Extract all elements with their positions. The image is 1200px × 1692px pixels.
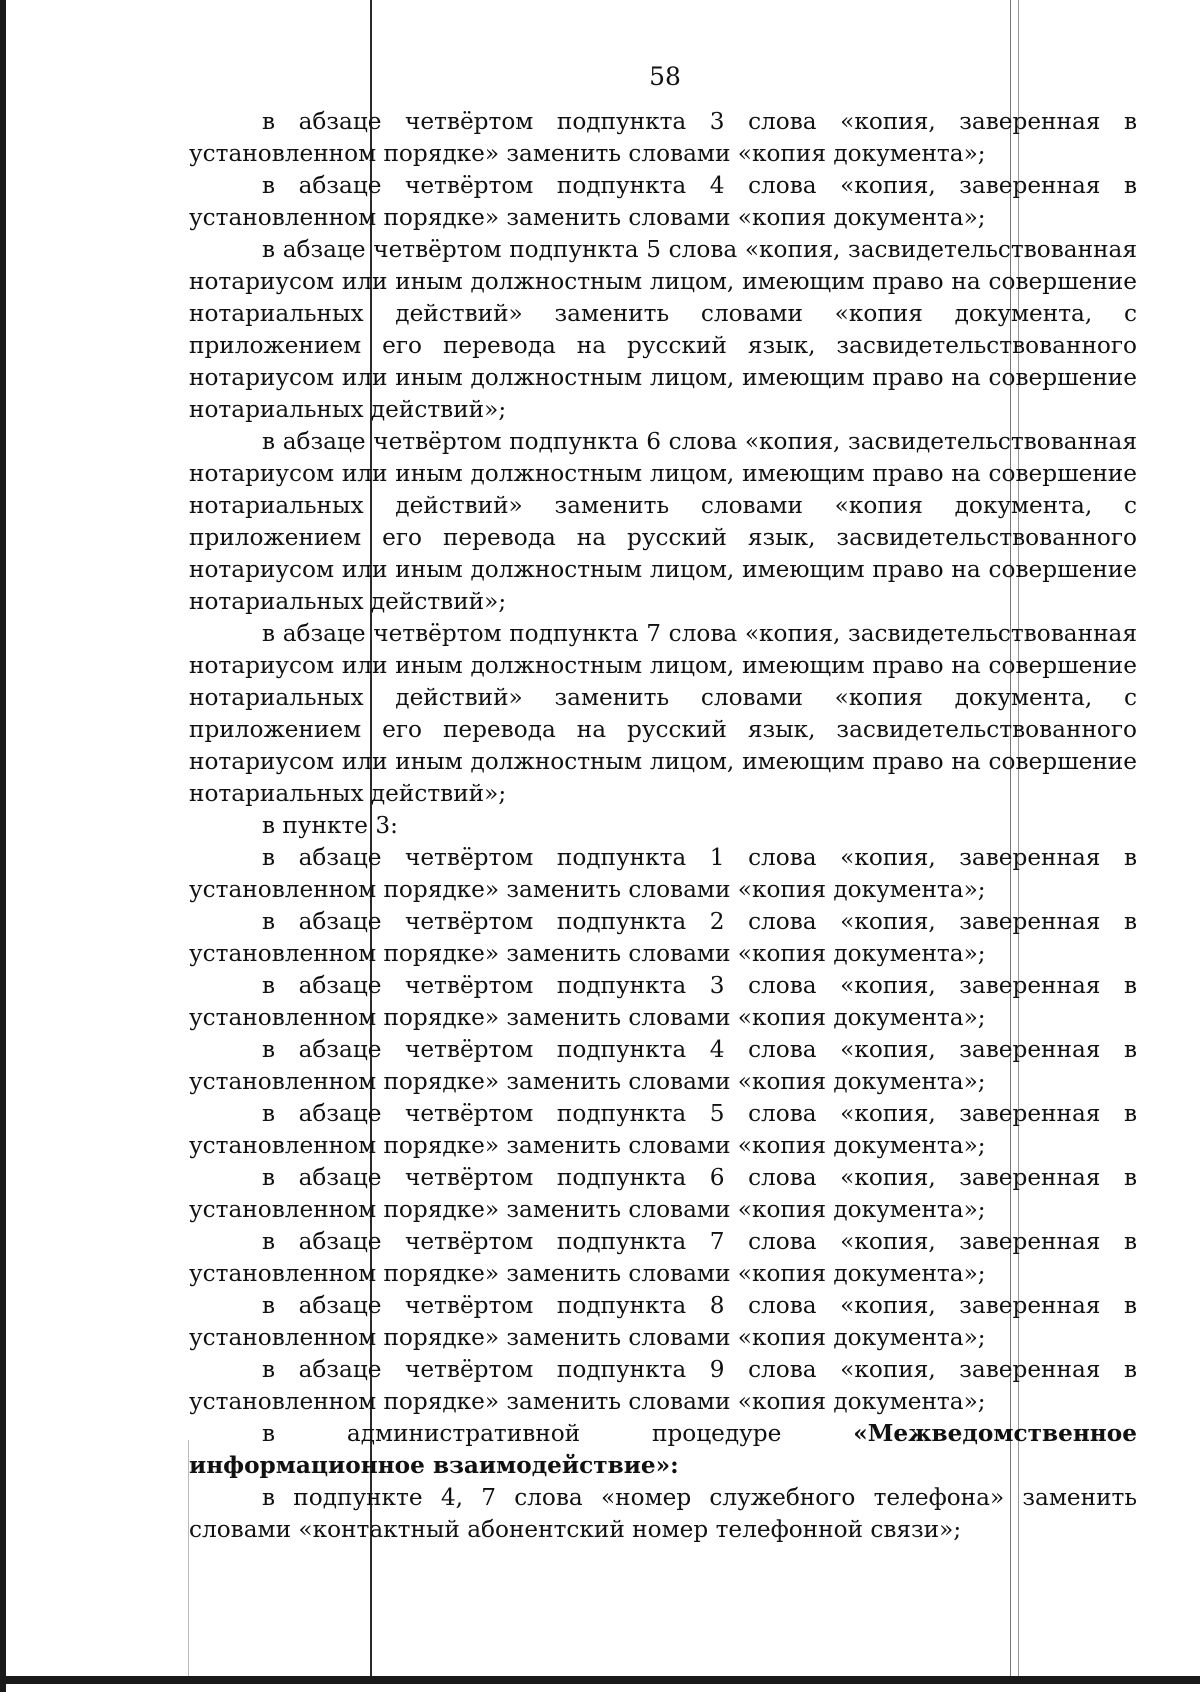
paragraph: в абзаце четвёртом подпункта 6 слова «копия, засвидетельствованная нотариусом или иным должностным лицом, имеющим право на совершение нотариальных действий» заменить словами «копия документа, с приложением его перевода на русский язык, засвидетельствованного нотариусом или иным должностным лицом, имеющим право на совершение нотариальных действий»; [189, 428, 1137, 615]
paragraph: в абзаце четвёртом подпункта 5 слова «копия, заверенная в установленном порядке» заменить словами «копия документа»; [189, 1100, 1137, 1159]
scan-left-edge [0, 0, 6, 1692]
procedure-prefix: в административной процедуре [262, 1420, 854, 1447]
paragraph: в пункте 3: [262, 812, 398, 839]
page-number: 58 [649, 62, 681, 91]
paragraph: в абзаце четвёртом подпункта 4 слова «копия, заверенная в установленном порядке» заменить словами «копия документа»; [189, 172, 1137, 231]
paragraph: в подпункте 4, 7 слова «номер служебного телефона» заменить словами «контактный абонентский номер телефонной связи»; [189, 1484, 1137, 1543]
paragraph: в абзаце четвёртом подпункта 4 слова «копия, заверенная в установленном порядке» заменить словами «копия документа»; [189, 1036, 1137, 1095]
paragraph: в абзаце четвёртом подпункта 7 слова «копия, заверенная в установленном порядке» заменить словами «копия документа»; [189, 1228, 1137, 1287]
paragraph: в абзаце четвёртом подпункта 3 слова «копия, заверенная в установленном порядке» заменить словами «копия документа»; [189, 972, 1137, 1031]
procedure-title: «Межведомственное информационное взаимодействие»: [189, 1420, 1137, 1479]
paragraph: в абзаце четвёртом подпункта 1 слова «копия, заверенная в установленном порядке» заменить словами «копия документа»; [189, 844, 1137, 903]
paragraph: в абзаце четвёртом подпункта 9 слова «копия, заверенная в установленном порядке» заменить словами «копия документа»; [189, 1356, 1137, 1415]
paragraph: в абзаце четвёртом подпункта 6 слова «копия, заверенная в установленном порядке» заменить словами «копия документа»; [189, 1164, 1137, 1223]
document-body [189, 106, 1137, 1546]
paragraph: в абзаце четвёртом подпункта 5 слова «копия, засвидетельствованная нотариусом или иным должностным лицом, имеющим право на совершение нотариальных действий» заменить словами «копия документа, с приложением его перевода на русский язык, засвидетельствованного нотариусом или иным должностным лицом, имеющим право на совершение нотариальных действий»; [189, 236, 1137, 423]
paragraph: в абзаце четвёртом подпункта 8 слова «копия, заверенная в установленном порядке» заменить словами «копия документа»; [189, 1292, 1137, 1351]
procedure-paragraph [189, 1418, 1137, 1482]
scan-bottom-edge [0, 1676, 1200, 1684]
paragraph: в абзаце четвёртом подпункта 3 слова «копия, заверенная в установленном порядке» заменить словами «копия документа»; [189, 108, 1137, 167]
paragraph: в абзаце четвёртом подпункта 2 слова «копия, заверенная в установленном порядке» заменить словами «копия документа»; [189, 908, 1137, 967]
paragraph: в абзаце четвёртом подпункта 7 слова «копия, засвидетельствованная нотариусом или иным должностным лицом, имеющим право на совершение нотариальных действий» заменить словами «копия документа, с приложением его перевода на русский язык, засвидетельствованного нотариусом или иным должностным лицом, имеющим право на совершение нотариальных действий»; [189, 620, 1137, 807]
